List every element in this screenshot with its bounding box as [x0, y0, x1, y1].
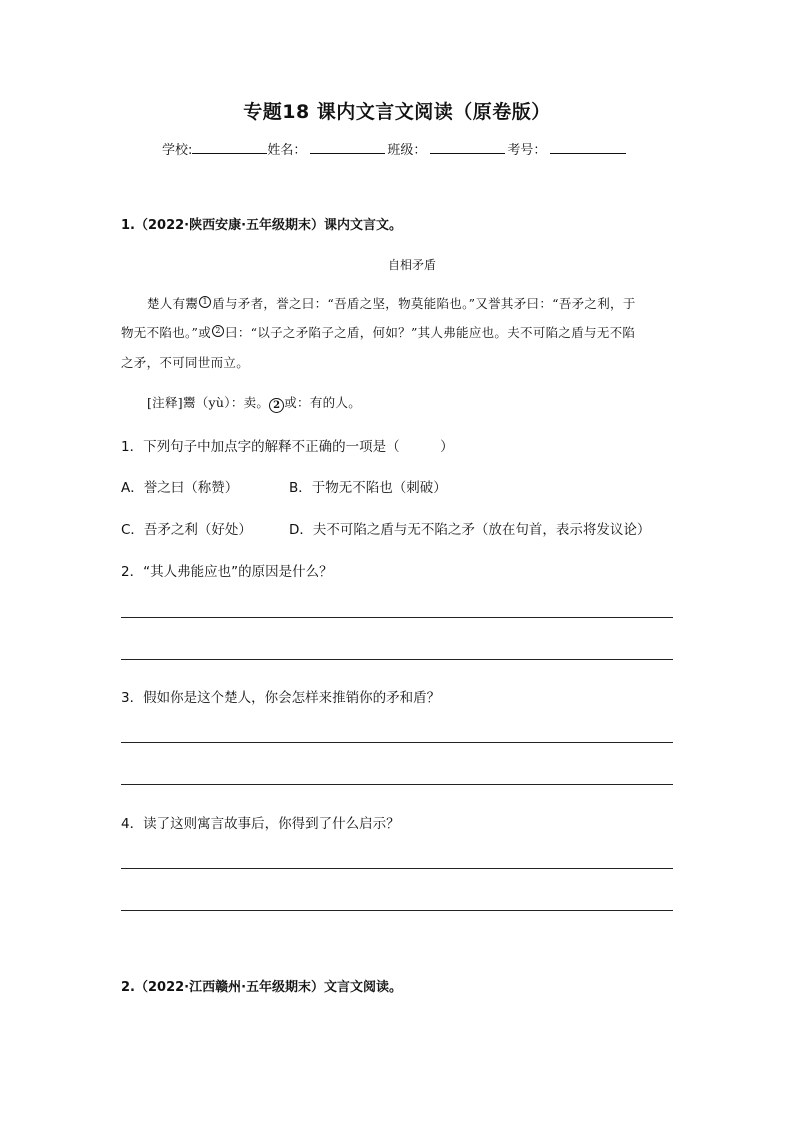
- question1-heading: 1.（2022·陕西安康·五年级期末）课内文言文。: [121, 218, 403, 233]
- school-label: 学校:: [162, 143, 193, 158]
- note-marker-1: 1: [199, 296, 211, 308]
- answer-line[interactable]: [121, 910, 673, 911]
- class-blank[interactable]: [430, 141, 505, 154]
- passage-text: 盾与矛者，誉之曰：“吾盾之坚，物莫能陷也。”又誉其矛曰：“吾矛之利，于: [212, 296, 636, 311]
- exam-no-label: 考号：: [507, 143, 547, 158]
- page-title: 专题18 课内文言文阅读（原卷版）: [243, 101, 551, 123]
- passage-text: 物无不陷也。”或: [121, 325, 212, 340]
- passage-line-1: [147, 294, 636, 312]
- passage-line-2: [121, 323, 635, 341]
- passage-title: 自相矛盾: [387, 258, 436, 272]
- class-label: 班级：: [387, 143, 427, 158]
- school-blank[interactable]: [192, 141, 267, 154]
- answer-line[interactable]: [121, 617, 673, 618]
- passage-text: 楚人有鬻: [147, 296, 199, 311]
- exam-no-blank[interactable]: [550, 141, 626, 154]
- question2-heading: 2.（2022·江西赣州·五年级期末）文言文阅读。: [121, 980, 403, 995]
- notes: [147, 393, 361, 413]
- passage-line-3: 之矛，不可同世而立。: [121, 355, 250, 370]
- sub-question-3: 3．假如你是这个楚人，你会怎样来推销你的矛和盾？: [121, 690, 441, 706]
- sub-question-4: 4．读了这则寓言故事后，你得到了什么启示？: [121, 816, 400, 832]
- option-b[interactable]: B．于物无不陷也（刺破）: [289, 480, 447, 496]
- answer-line[interactable]: [121, 784, 673, 785]
- note-marker: 2: [269, 398, 284, 413]
- note-marker-2: 2: [212, 325, 224, 337]
- note-text: [注释]鬻（yù）：卖。: [147, 395, 270, 410]
- answer-line[interactable]: [121, 742, 673, 743]
- name-blank[interactable]: [310, 141, 385, 154]
- passage-text: 曰：“以子之矛陷子之盾，何如？”其人弗能应也。夫不可陷之盾与无不陷: [225, 325, 636, 340]
- option-c[interactable]: C．吾矛之利（好处）: [121, 522, 252, 538]
- answer-line[interactable]: [121, 659, 673, 660]
- option-a[interactable]: A．誉之曰（称赞）: [121, 480, 239, 496]
- sub-question-1: 1．下列句子中加点字的解释不正确的一项是（ ）: [121, 439, 454, 455]
- info-line: [162, 139, 626, 158]
- answer-line[interactable]: [121, 868, 673, 869]
- name-label: 姓名：: [267, 143, 307, 158]
- note-text: 或：有的人。: [284, 395, 362, 410]
- option-d[interactable]: D．夫不可陷之盾与无不陷之矛（放在句首，表示将发议论）: [289, 522, 651, 538]
- sub-question-2: 2．“其人弗能应也”的原因是什么？: [121, 564, 333, 580]
